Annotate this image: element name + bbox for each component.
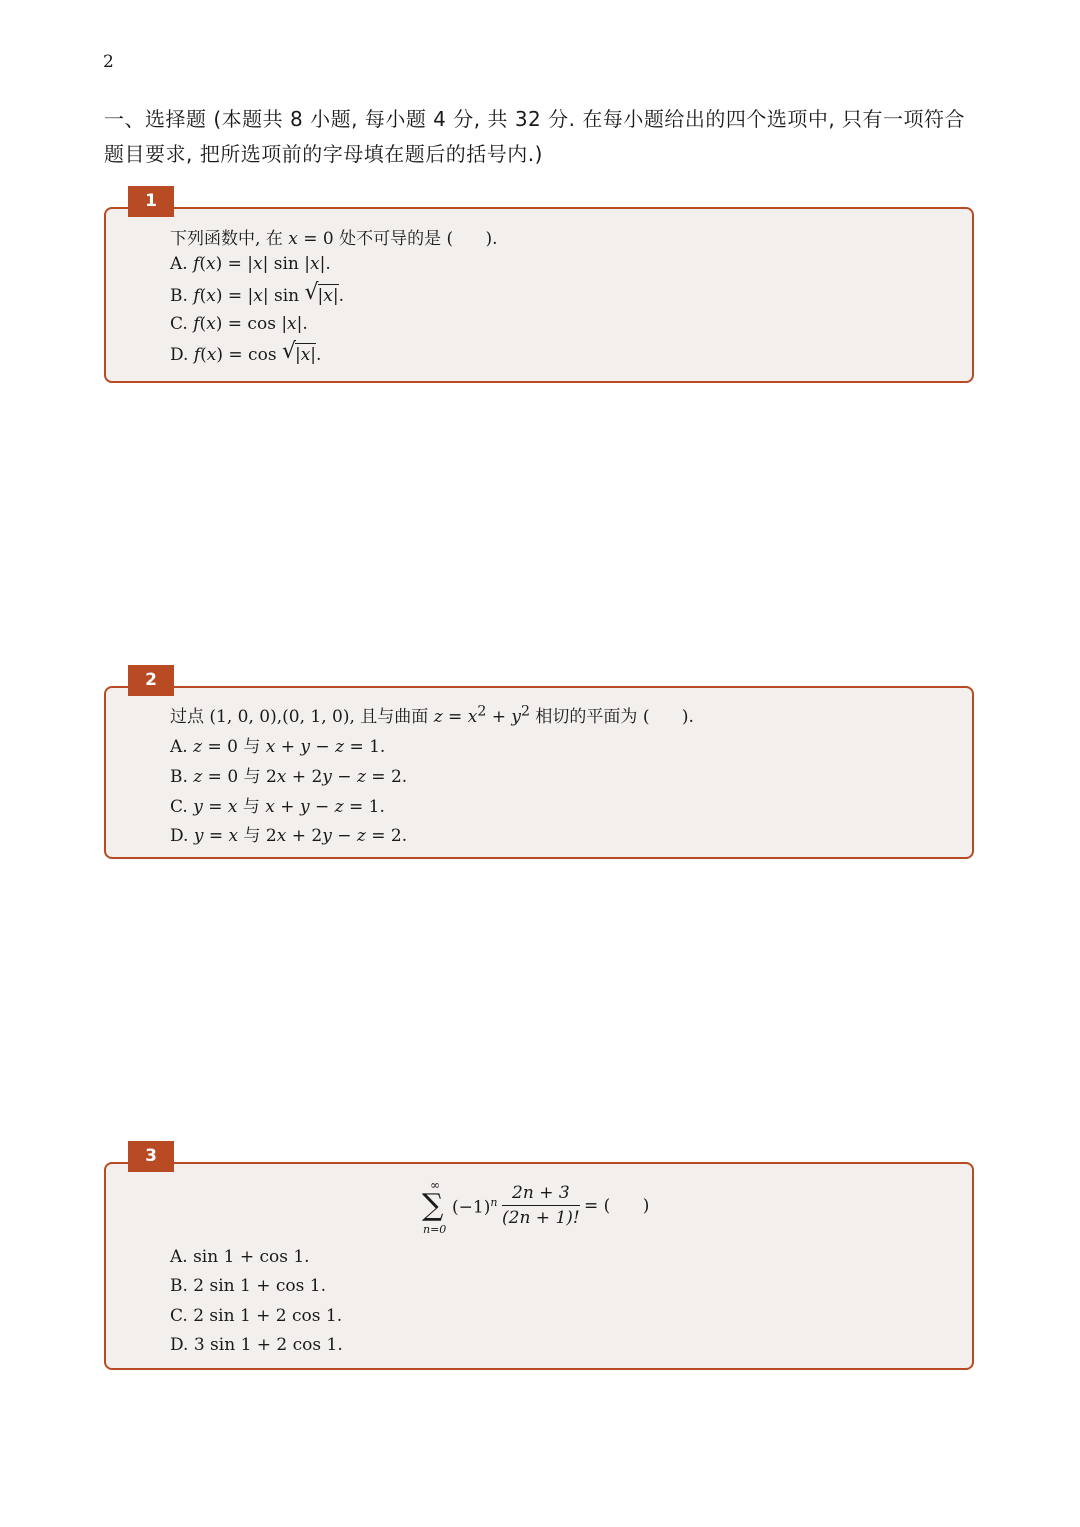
question-3-option-d[interactable]: D. 3 sin 1 + 2 cos 1. [170, 1335, 343, 1355]
question-1-stem: 下列函数中, 在 x = 0 处不可导的是 ( ). [170, 229, 498, 249]
sum-factor: $(-1)^n$ [452, 1196, 498, 1218]
question-1-option-d[interactable]: D. f(x) = cos √ |x|. [170, 339, 322, 365]
question-1-option-c[interactable]: C. f(x) = cos |x|. [170, 314, 308, 334]
question-1-option-a[interactable]: A. f(x) = |x| sin |x|. [170, 254, 331, 274]
sum-upper-limit: ∞ [430, 1178, 440, 1192]
question-number-1: 1 [128, 186, 174, 217]
question-1-option-b[interactable]: B. f(x) = |x| sin √ |x|. [170, 280, 344, 306]
sum-fraction: $\frac{2n + 3}{(2n + 1)!}$ [502, 1183, 580, 1228]
question-number-2: 2 [128, 665, 174, 696]
question-2-option-c[interactable]: C. y = x 与 x + y − z = 1. [170, 797, 385, 817]
sum-lower-limit: n=0 [423, 1223, 447, 1236]
question-2-option-d[interactable]: D. y = x 与 2x + 2y − z = 2. [170, 826, 408, 846]
formula-answer-blank: = ( ) [584, 1196, 650, 1216]
question-3-formula [420, 1180, 680, 1240]
question-3-option-a[interactable]: A. sin 1 + cos 1. [170, 1247, 310, 1267]
question-2-option-a[interactable]: A. z = 0 与 x + y − z = 1. [170, 737, 386, 757]
question-number-3: 3 [128, 1141, 174, 1172]
question-3-option-b[interactable]: B. 2 sin 1 + cos 1. [170, 1276, 327, 1296]
page-number: 2 [103, 52, 114, 72]
sum-symbol: ∑ [422, 1188, 444, 1223]
question-2-stem: 过点 (1, 0, 0),(0, 1, 0), 且与曲面 $z = x^2 + y^2$ 相切的平面为 ( ). [170, 703, 694, 727]
question-3-option-c[interactable]: C. 2 sin 1 + 2 cos 1. [170, 1306, 343, 1326]
question-2-option-b[interactable]: B. z = 0 与 2x + 2y − z = 2. [170, 767, 408, 787]
section-heading: 一、选择题 (本题共 8 小题, 每小题 4 分, 共 32 分. 在每小题给出的四个选项中, 只有一项符合题目要求, 把所选项前的字母填在题后的括号内.) [104, 107, 966, 166]
